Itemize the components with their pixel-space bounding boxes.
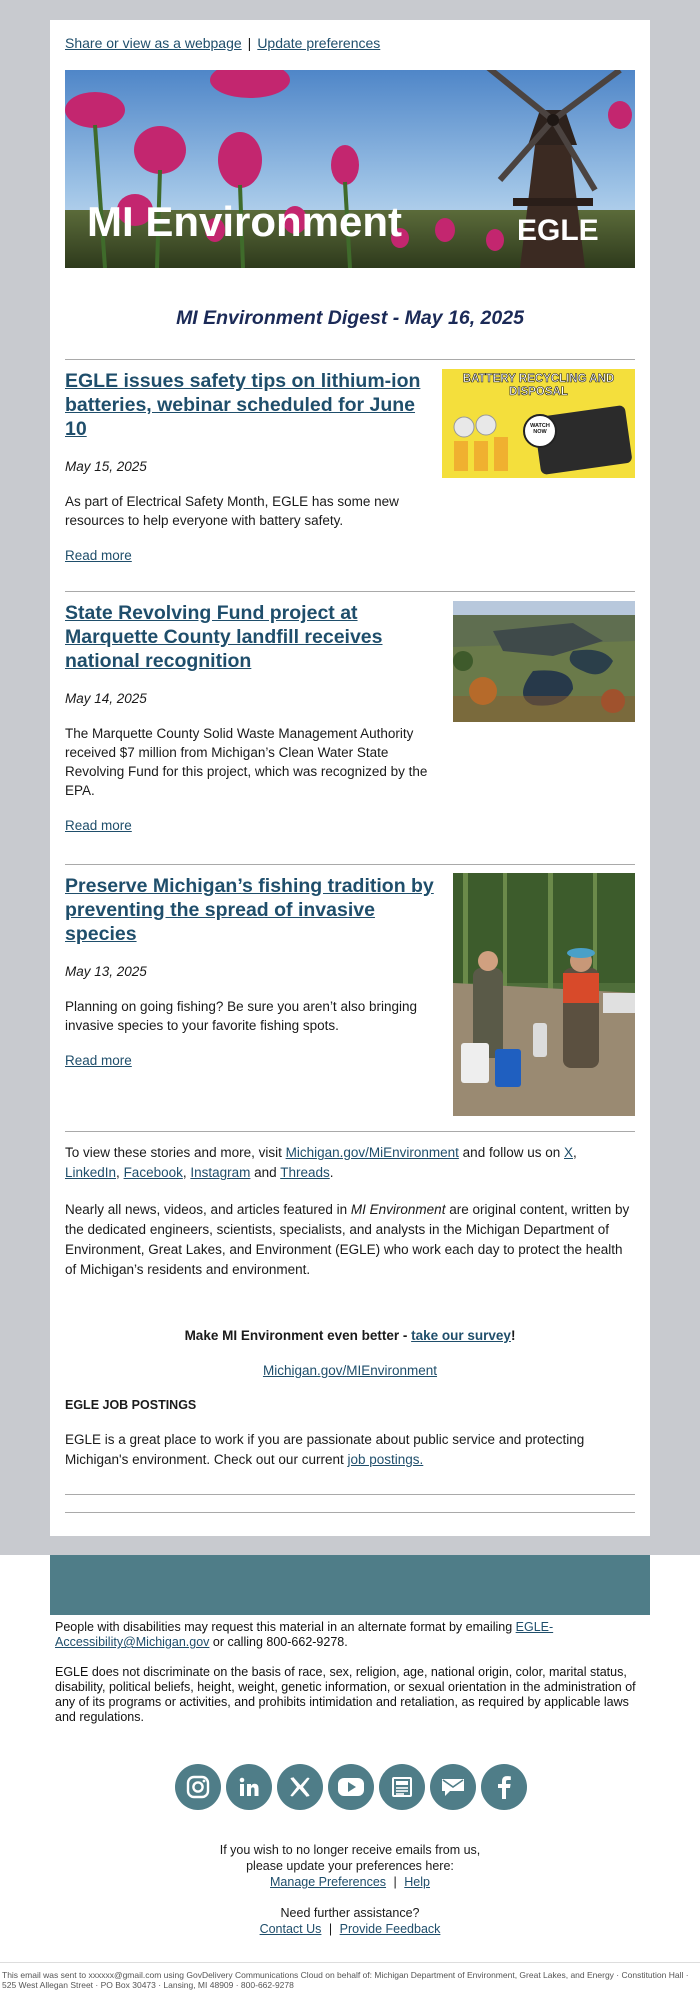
accessibility-notice bbox=[55, 1620, 645, 1650]
survey-link[interactable]: take our survey bbox=[411, 1328, 511, 1343]
mienvironment-link[interactable]: Michigan.gov/MiEnvironment bbox=[285, 1145, 459, 1160]
story-body: The Marquette County Solid Waste Management Authority received $7 million from Michigan’s Clean Water State Revolving Fund for this project, which was recognized by the EPA. bbox=[65, 726, 428, 798]
contact-us-link[interactable]: Contact Us bbox=[259, 1922, 322, 1936]
x-icon[interactable] bbox=[277, 1764, 323, 1810]
linkedin-link[interactable]: LinkedIn bbox=[65, 1165, 117, 1180]
battery-image-text: BATTERY RECYCLING AND DISPOSAL bbox=[462, 373, 615, 398]
story-body: Planning on going fishing? Be sure you aren’t also bringing invasive species to your favorite fishing spots. bbox=[65, 999, 417, 1033]
story-date: May 14, 2025 bbox=[65, 691, 147, 706]
survey-line bbox=[65, 1328, 635, 1343]
assistance-text: Need further assistance? bbox=[280, 1906, 420, 1920]
read-more-link[interactable]: Read more bbox=[65, 1053, 132, 1068]
hero-banner bbox=[65, 70, 635, 268]
follow-text: and bbox=[250, 1165, 281, 1180]
divider bbox=[65, 1494, 635, 1495]
separator: | bbox=[393, 1875, 397, 1889]
nondiscrimination-notice: EGLE does not discriminate on the basis of race, sex, religion, age, national origin, color, marital status, disability, political beliefs, height, weight, genetic information, or sexual orientation in the administration of any of its programs or activities, and prohibits intimidation and retaliation, as required by applicable laws and regulations. bbox=[55, 1665, 636, 1724]
threads-link[interactable]: Threads bbox=[280, 1165, 330, 1180]
comma: , bbox=[116, 1165, 124, 1180]
watch-now-label: WATCH NOW bbox=[530, 423, 550, 435]
story-title[interactable]: Preserve Michigan’s fishing tradition by preventing the spread of invasive species bbox=[65, 875, 434, 945]
facebook-icon[interactable] bbox=[481, 1764, 527, 1810]
about-italic: MI Environment bbox=[350, 1202, 446, 1217]
jobs-heading: EGLE JOB POSTINGS bbox=[65, 1398, 197, 1412]
newsletter-icon[interactable] bbox=[379, 1764, 425, 1810]
story-title[interactable]: EGLE issues safety tips on lithium-ion batteries, webinar scheduled for June 10 bbox=[65, 370, 421, 440]
separator: | bbox=[328, 1922, 333, 1936]
manage-preferences-link[interactable]: Manage Preferences bbox=[270, 1875, 387, 1889]
preferences-links bbox=[0, 1874, 700, 1890]
instagram-icon[interactable] bbox=[175, 1764, 221, 1810]
story-image-landfill[interactable] bbox=[453, 601, 635, 722]
story-body: As part of Electrical Safety Month, EGLE has some new resources to help everyone with battery safety. bbox=[65, 494, 399, 528]
legal-divider bbox=[0, 1962, 700, 1963]
story-item bbox=[65, 601, 435, 833]
accessibility-text: or calling 800-662-9278. bbox=[209, 1635, 348, 1649]
story-image-fishing[interactable] bbox=[453, 873, 635, 1116]
comma: , bbox=[182, 1165, 191, 1180]
unsubscribe-line-2: please update your preferences here: bbox=[246, 1859, 454, 1873]
header-links bbox=[65, 35, 635, 51]
email-card bbox=[50, 20, 650, 1536]
contact-links bbox=[0, 1921, 700, 1937]
facebook-link[interactable]: Facebook bbox=[123, 1165, 183, 1180]
job-postings-link[interactable]: job postings. bbox=[347, 1452, 424, 1467]
provide-feedback-link[interactable]: Provide Feedback bbox=[339, 1922, 441, 1936]
survey-text: Make MI Environment even better - bbox=[184, 1328, 412, 1343]
update-preferences-link[interactable]: Update preferences bbox=[257, 35, 381, 51]
about-text: are original content, written by the dedicated engineers, scientists, specialists, and analysts in the Michigan Department of Environment, Great Lakes, and Environment (EGLE) who work each day to protect the health of Michigan’s residents and environment. bbox=[65, 1202, 630, 1277]
hero-image bbox=[65, 70, 635, 268]
hero-title: MI Environment bbox=[87, 198, 403, 245]
read-more-link[interactable]: Read more bbox=[65, 548, 132, 563]
story-date: May 15, 2025 bbox=[65, 459, 147, 474]
story-item bbox=[65, 369, 435, 563]
survey-text: ! bbox=[510, 1328, 516, 1343]
egle-logo: EGLE bbox=[517, 214, 599, 247]
jobs-paragraph bbox=[65, 1430, 635, 1470]
follow-paragraph bbox=[65, 1143, 635, 1183]
divider bbox=[65, 359, 635, 360]
footer-band bbox=[50, 1555, 650, 1615]
divider bbox=[65, 591, 635, 592]
share-link[interactable]: Share or view as a webpage bbox=[65, 35, 242, 51]
site-link-line bbox=[65, 1363, 635, 1378]
divider bbox=[65, 1512, 635, 1513]
about-text: Nearly all news, videos, and articles featured in bbox=[65, 1202, 351, 1217]
social-icons bbox=[175, 1764, 525, 1810]
divider bbox=[65, 1131, 635, 1132]
email-icon[interactable] bbox=[430, 1764, 476, 1810]
story-title[interactable]: State Revolving Fund project at Marquette County landfill receives national recognition bbox=[65, 602, 383, 672]
divider bbox=[65, 864, 635, 865]
instagram-link[interactable]: Instagram bbox=[190, 1165, 251, 1180]
story-date: May 13, 2025 bbox=[65, 964, 147, 979]
linkedin-icon[interactable] bbox=[226, 1764, 272, 1810]
digest-title: MI Environment Digest - May 16, 2025 bbox=[176, 307, 524, 329]
comma: , bbox=[573, 1145, 577, 1160]
follow-text: and follow us on bbox=[458, 1145, 564, 1160]
story-item bbox=[65, 874, 445, 1068]
youtube-icon[interactable] bbox=[328, 1764, 374, 1810]
accessibility-text: People with disabilities may request this material in an alternate format by emailing bbox=[55, 1620, 516, 1634]
jobs-text: EGLE is a great place to work if you are passionate about public service and protecting Michigan's environment. Check out our current bbox=[65, 1432, 585, 1467]
help-link[interactable]: Help bbox=[404, 1875, 430, 1889]
read-more-link[interactable]: Read more bbox=[65, 818, 132, 833]
story-image-battery[interactable] bbox=[442, 369, 635, 478]
separator: | bbox=[247, 35, 252, 51]
follow-text: To view these stories and more, visit bbox=[65, 1145, 286, 1160]
unsubscribe-line-1: If you wish to no longer receive emails from us, bbox=[219, 1843, 481, 1857]
x-link[interactable]: X bbox=[564, 1145, 574, 1160]
about-paragraph bbox=[65, 1200, 635, 1280]
legal-text: This email was sent to xxxxxx@gmail.com using GovDelivery Communications Cloud on behalf of: Michigan Department of Environment, Great Lakes, and Energy · Constitution Hall · 525 West Allegan Street · PO Box 30473 · Lansing, MI 48909 · 800-662-9278 bbox=[2, 1970, 689, 1990]
period: . bbox=[329, 1165, 334, 1180]
mienvironment-link[interactable]: Michigan.gov/MIEnvironment bbox=[262, 1363, 438, 1378]
accessibility-email-link[interactable]: EGLE-Accessibility@Michigan.gov bbox=[55, 1620, 554, 1649]
